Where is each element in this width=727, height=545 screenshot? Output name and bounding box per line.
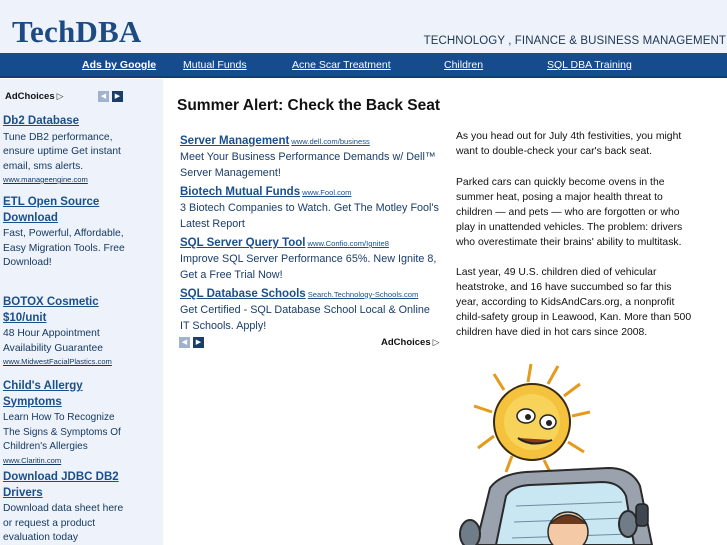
- chevron-right-icon: ▶: [114, 93, 121, 100]
- adchoices-badge-main[interactable]: [381, 337, 440, 348]
- adchoices-badge[interactable]: [5, 91, 64, 102]
- sidebar-ad: [3, 379, 127, 466]
- main-ad-description: Meet Your Business Performance Demands w/ Dell™ Server Management!: [180, 151, 436, 179]
- sidebar-ad-title[interactable]: Download JDBC DB2 Drivers: [3, 471, 119, 499]
- sidebar-ad: [3, 295, 127, 367]
- article-paragraph: Last year, 49 U.S. children died of vehicular heatstroke, and 16 have succumbed so far this year, according to KidsAndCars.org, a nonprofit child-safety group in Leawood, Kan. More than 500 children have died in hot cars since 2008.: [456, 267, 692, 338]
- sidebar-ad-description: Tune DB2 performance, ensure uptime Get instant email, sms alerts.: [3, 131, 121, 172]
- main-ad-title[interactable]: Server Management: [180, 135, 290, 147]
- article-cartoon-image: [456, 356, 662, 545]
- main-ad-title[interactable]: SQL Server Query Tool: [180, 237, 306, 249]
- main-ad-title[interactable]: SQL Database Schools: [180, 288, 306, 300]
- nav-sql-dba-training[interactable]: SQL DBA Training: [547, 59, 632, 71]
- cartoon-illustration: [456, 356, 662, 545]
- sidebar-ad-title[interactable]: ETL Open Source Download: [3, 196, 100, 224]
- article-paragraph: Parked cars can quickly become ovens in the summer heat, posing a major health threat to children — and pets — who are forgotten or who play in unattended vehicles. The problem: drivers who overestimate their brains' ability to multitask.: [456, 177, 683, 248]
- main-ad: [180, 285, 440, 334]
- sidebar-ad-url[interactable]: www.Claritin.com: [3, 455, 62, 465]
- main-ad-url[interactable]: www.dell.com/business: [291, 137, 370, 146]
- chevron-left-icon: ◀: [181, 339, 188, 346]
- site-header: [0, 0, 727, 53]
- main-ad-description: 3 Biotech Companies to Watch. Get The Motley Fool's Latest Report: [180, 202, 439, 230]
- sidebar-ad-title[interactable]: Child's Allergy Symptoms: [3, 380, 83, 408]
- main-ad-url[interactable]: www.Confio.com/Ignite8: [307, 239, 389, 248]
- adchoices-label: AdChoices: [5, 91, 55, 102]
- adchoices-triangle-icon: ▷: [432, 337, 440, 347]
- sidebar-ad-title[interactable]: BOTOX Cosmetic $10/unit: [3, 296, 99, 324]
- sidebar-ad-description: 48 Hour Appointment Availability Guarantee: [3, 328, 103, 354]
- site-tagline: TECHNOLOGY , FINANCE & BUSINESS MANAGEMENT: [423, 35, 726, 47]
- main-ad: [180, 234, 440, 283]
- article-paragraph: As you head out for July 4th festivities, you might want to double-check your car's back seat.: [456, 131, 682, 157]
- nav-bar: [0, 53, 727, 78]
- sidebar-ad-url[interactable]: www.MidwestFacialPlastics.com: [3, 357, 112, 366]
- site-logo[interactable]: TechDBA: [12, 14, 142, 49]
- prev-ad-button[interactable]: [98, 91, 109, 102]
- article-headline: Summer Alert: Check the Back Seat: [177, 97, 441, 114]
- main-next-ad-button[interactable]: [193, 337, 204, 348]
- adchoices-triangle-icon: ▷: [56, 91, 64, 101]
- main-prev-ad-button[interactable]: [179, 337, 190, 348]
- main-ad-description: Get Certified - SQL Database School Local & Online IT Schools. Apply!: [180, 304, 430, 332]
- main-ad-title[interactable]: Biotech Mutual Funds: [180, 186, 301, 198]
- sidebar-ad-description: Fast, Powerful, Affordable, Easy Migration Tools. Free Download!: [3, 228, 125, 268]
- main-ad-description: Improve SQL Server Performance 65%. New Ignite 8, Get a Free Trial Now!: [180, 253, 437, 281]
- sidebar-ad: [3, 470, 127, 545]
- nav-mutual-funds[interactable]: Mutual Funds: [183, 59, 247, 71]
- sidebar-ad-description: Learn How To Recognize The Signs & Symptoms Of Children's Allergies: [3, 412, 121, 452]
- main-ad: [180, 132, 440, 181]
- nav-acne-scar-treatment[interactable]: Acne Scar Treatment: [292, 59, 391, 71]
- sidebar-ad-title[interactable]: Db2 Database: [3, 115, 80, 127]
- main-ad-url[interactable]: Search.Technology-Schools.com: [307, 290, 419, 299]
- nav-ads-by-google[interactable]: Ads by Google: [82, 59, 157, 71]
- sidebar-ad: [3, 114, 127, 185]
- sidebar-ad: [3, 195, 127, 271]
- sidebar-ad-url[interactable]: www.manageengine.com: [3, 175, 88, 184]
- main-ad-url[interactable]: www.Fool.com: [302, 188, 352, 197]
- adchoices-label: AdChoices: [381, 337, 431, 348]
- next-ad-button[interactable]: [112, 91, 123, 102]
- chevron-left-icon: ◀: [100, 93, 107, 100]
- sidebar-ad-description: Download data sheet here or request a product evaluation today: [3, 503, 124, 543]
- nav-children[interactable]: Children: [444, 59, 484, 71]
- sidebar-ads: [0, 79, 163, 545]
- chevron-right-icon: ▶: [195, 339, 202, 346]
- main-ad: [180, 183, 440, 232]
